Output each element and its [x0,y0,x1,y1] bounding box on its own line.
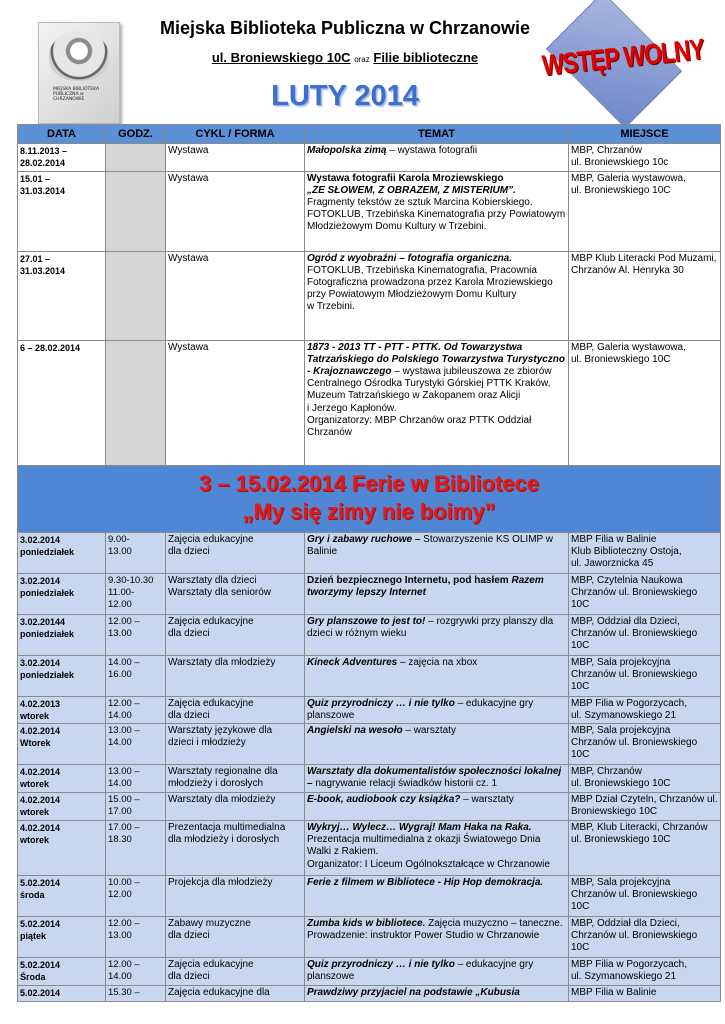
table-row [18,251,721,340]
event-date: 27.01 – 31.03.2014 [18,251,106,340]
event-date: 4.02.2014 wtorek [18,765,106,793]
event-form: Zajęcia edukacyjne dla dzieci [166,958,305,986]
event-topic [305,765,569,793]
event-date: 5.02.2014 Środa [18,958,106,986]
event-form: Projekcja dla młodzieży [166,876,305,917]
event-place: MBP, Sala projekcyjna Chrzanów ul. Broniewskiego 10C [569,876,721,917]
topic-title: Ferie z filmem w Bibliotece - Hip Hop demokracja. [307,877,544,889]
event-form: Warsztaty regionalne dla młodzieży i dorosłych [166,765,305,793]
event-topic [305,876,569,917]
topic-desc: FOTOKLUB, Trzebińska Kinematografia, Pracownia Fotograficzna prowadzona przez Karola Mroziewskiego przy Powiatowym Młodzieżowym Domu Kultury w Trzebini. [307,264,553,313]
table-row [18,793,721,821]
event-time [106,251,166,340]
topic-title: Prawdziwy przyjaciel na podstawie „Kubusia [307,987,520,999]
free-entry-badge [534,12,712,122]
address-oraz: oraz [354,55,370,64]
event-topic [305,573,569,614]
event-time: 15.30 – [106,986,166,1002]
event-place: MBP Filia w Balinie Klub Biblioteczny Ostoja, ul. Jaworznicka 45 [569,532,721,573]
event-place: MBP Klub Literacki Pod Muzami, Chrzanów Al. Henryka 30 [569,251,721,340]
event-place: MBP, Galeria wystawowa, ul. Broniewskiego 10C [569,340,721,465]
table-row [18,724,721,765]
event-time: 14.00 – 16.00 [106,655,166,696]
topic-title: Zumba kids w bibliotece. [307,918,426,930]
topic-title: Małopolska zimą [307,145,387,157]
event-place: MBP Filia w Pogorzycach, ul. Szymanowskiego 21 [569,696,721,723]
topic-desc: nagrywanie relacji świadków historii cz. 1 [312,778,498,790]
table-row [18,958,721,986]
ferie-slogan: „My się zimy nie boimy” [242,498,496,524]
col-form: CYKL / FORMA [166,125,305,144]
event-place: MBP, Sala projekcyjna Chrzanów ul. Broniewskiego 10C [569,655,721,696]
topic-desc: Zajęcia muzyczno – taneczne. Prowadzenie: instruktor Power Studio w Chrzanowie [307,918,563,942]
event-place: MBP, Klub Literacki, Chrzanów ul. Broniewskiego 10C [569,821,721,876]
event-topic [305,917,569,958]
topic-title-italic: Razem tworzymy lepszy Internet [307,574,544,598]
topic-desc: – zajęcia na xbox [397,656,478,668]
table-row [18,765,721,793]
col-topic: TEMAT [305,125,569,144]
event-time [106,144,166,171]
table-row [18,614,721,655]
col-time: GODZ. [106,125,166,144]
event-date: 8.11.2013 – 28.02.2014 [18,144,106,171]
event-form: Warsztaty dla młodzieży [166,793,305,821]
event-date: 3.02.2014 poniedziałek [18,655,106,696]
event-topic [305,696,569,723]
table-row [18,573,721,614]
ferie-banner [18,465,721,532]
topic-title: Wystawa fotografii Karola Mroziewskiego [307,172,504,184]
events-table [17,124,721,1002]
event-place: MBP, Sala projekcyjna Chrzanów ul. Broniewskiego 10C [569,724,721,765]
event-time: 13.00 – 14.00 [106,724,166,765]
event-place: MBP Dział Czyteln, Chrzanów ul. Broniewskiego 10C [569,793,721,821]
topic-desc: – edukacyjne gry planszowe [307,697,534,721]
event-form: Wystawa [166,251,305,340]
event-form: Warsztaty dla dzieci Warsztaty dla seniorów [166,573,305,614]
event-topic [305,340,569,465]
event-time [106,171,166,251]
topic-title: Wykryj… Wylecz… Wygraj! Mam Haka na Raka. [307,822,532,834]
event-form: Zajęcia edukacyjne dla [166,986,305,1002]
event-place: MBP, Czytelnia Naukowa Chrzanów ul. Broniewskiego 10C [569,573,721,614]
table-row [18,876,721,917]
event-time: 12.00 – 14.00 [106,696,166,723]
event-place: MBP Filia w Pogorzycach, ul. Szymanowskiego 21 [569,958,721,986]
event-date: 4.02.2014 wtorek [18,793,106,821]
topic-desc: Fragmenty tekstów ze sztuk Marcina Kobierskiego. FOTOKLUB, Trzebińska Kinematografia przy Powiatowym Młodzieżowym Domu Kultury w Trzebini. [307,197,566,233]
event-place: MBP, Chrzanów ul. Broniewskiego 10c [569,144,721,171]
event-time: 17.00 – 18.30 [106,821,166,876]
table-row [18,655,721,696]
ferie-banner-cell [18,465,721,532]
topic-title: Dzień bezpiecznego Internetu, pod hasłem [307,574,512,586]
event-date: 5.02.2014 piątek [18,917,106,958]
event-time: 12.00 – 13.00 [106,614,166,655]
table-row [18,144,721,171]
col-date: DATA [18,125,106,144]
event-time: 15.00 – 17.00 [106,793,166,821]
event-topic [305,724,569,765]
event-place: MBP, Chrzanów ul. Broniewskiego 10C [569,765,721,793]
topic-title: Gry i zabawy ruchowe – [307,533,421,545]
table-row [18,340,721,465]
topic-desc: – warsztaty [402,725,456,737]
event-form: Zajęcia edukacyjne dla dzieci [166,696,305,723]
library-title: Miejska Biblioteka Publiczna w Chrzanowie [159,18,531,38]
topic-title: Warsztaty dla dokumentalistów społeczności lokalnej – [307,766,562,790]
event-date: 4.02.2013 wtorek [18,696,106,723]
topic-desc: Stowarzyszenie KS OLIMP w Balinie [307,533,554,557]
address-main: ul. Broniewskiego 10C [211,50,351,65]
topic-title: Gry planszowe to jest to! [307,615,426,627]
event-date: 5.02.2014 środa [18,876,106,917]
topic-desc: – wystawa fotografii [386,145,478,157]
event-topic [305,958,569,986]
event-topic [305,614,569,655]
event-form: Zabawy muzyczne dla dzieci [166,917,305,958]
event-date: 3.02.2014 poniedziałek [18,532,106,573]
event-date: 6 – 28.02.2014 [18,340,106,465]
free-entry-text: WSTĘP WOLNY [540,32,706,82]
library-address [130,50,560,65]
topic-title: Quiz przyrodniczy … i nie tylko [307,697,455,709]
event-form: Wystawa [166,171,305,251]
event-date: 5.02.2014 [18,986,106,1002]
event-time: 12.00 – 14.00 [106,958,166,986]
topic-desc: – rozgrywki przy planszy dla dzieci w różnym wieku [307,615,554,639]
table-header-row [18,125,721,144]
table-row [18,821,721,876]
table-row [18,696,721,723]
event-form: Wystawa [166,144,305,171]
col-place: MIEJSCE [569,125,721,144]
event-topic [305,532,569,573]
event-place: MBP Filia w Balinie [569,986,721,1002]
topic-subtitle: „ZE SŁOWEM, Z OBRAZEM, Z MISTERIUM”. [307,184,516,196]
event-form: Prezentacja multimedialna dla młodzieży i dorosłych [166,821,305,876]
event-topic [305,144,569,171]
event-topic [305,986,569,1002]
event-time [106,340,166,465]
event-place: MBP, Oddział dla Dzieci, Chrzanów ul. Broniewskiego 10C [569,917,721,958]
topic-title: E-book, audiobook czy książka? [307,794,461,806]
table-row [18,532,721,573]
event-date: 15.01 – 31.03.2014 [18,171,106,251]
address-branches: Filie biblioteczne [373,50,479,65]
topic-title: Quiz przyrodniczy … i nie tylko [307,959,455,971]
event-time: 9.00- 13.00 [106,532,166,573]
event-time: 9.30-10.30 11.00- 12.00 [106,573,166,614]
event-date: 3.02.20144 poniedziałek [18,614,106,655]
table-row [18,917,721,958]
event-topic [305,171,569,251]
crest-icon [49,31,109,81]
topic-title: Kineck Adventures [307,656,398,668]
topic-desc: – wystawa jubileuszowa ze zbiorów Centralnego Ośrodka Turystyki Górskiej PTTK Kraków, Muzeum Tatrzańskiego w Zakopanem oraz Alicji i Jerzego Kapłonów. Organizatorzy: MBP Chrzanów oraz PTTK Oddział Chrzanów [307,366,552,439]
logo-text: MIEJSKA BIBLIOTEKA PUBLICZNA w CHRZANOWIE [53,87,100,102]
event-date: 4.02.2014 wtorek [18,821,106,876]
event-time: 12.00 – 13.00 [106,917,166,958]
event-topic [305,821,569,876]
table-row [18,171,721,251]
event-date: 4.02.2014 Wtorek [18,724,106,765]
event-form: Zajęcia edukacyjne dla dzieci [166,614,305,655]
topic-desc: – warsztaty [460,794,514,806]
event-form: Wystawa [166,340,305,465]
topic-title: 1873 - 2013 TT - PTT - PTTK. Od Towarzystwa Tatrzańskiego do Polskiego Towarzystwa Turystyczno - Krajoznawczego [307,341,566,378]
topic-desc: – edukacyjne gry planszowe [307,959,534,983]
table-row [18,986,721,1002]
library-logo [38,22,120,124]
event-place: MBP, Oddział dla Dzieci, Chrzanów ul. Broniewskiego 10C [569,614,721,655]
event-form: Warsztaty dla młodzieży [166,655,305,696]
event-topic [305,793,569,821]
topic-title: Angielski na wesoło [307,725,403,737]
event-time: 10.00 – 12.00 [106,876,166,917]
event-date: 3.02.2014 poniedziałek [18,573,106,614]
event-topic [305,655,569,696]
month-heading: LUTY 2014 [271,80,419,112]
topic-desc: Prezentacja multimedialna z okazji Światowego Dnia Walki z Rakiem. Organizator: I Liceum Ogólnokształcące w Chrzanowie [307,834,550,870]
ferie-title: 3 – 15.02.2014 Ferie w Bibliotece [199,470,539,496]
event-form: Zajęcia edukacyjne dla dzieci [166,532,305,573]
event-topic [305,251,569,340]
event-place: MBP, Galeria wystawowa, ul. Broniewskiego 10C [569,171,721,251]
event-time: 13.00 – 14.00 [106,765,166,793]
topic-title: Ogród z wyobraźni – fotografia organiczna. [307,252,513,264]
event-form: Warsztaty językowe dla dzieci i młodzieży [166,724,305,765]
